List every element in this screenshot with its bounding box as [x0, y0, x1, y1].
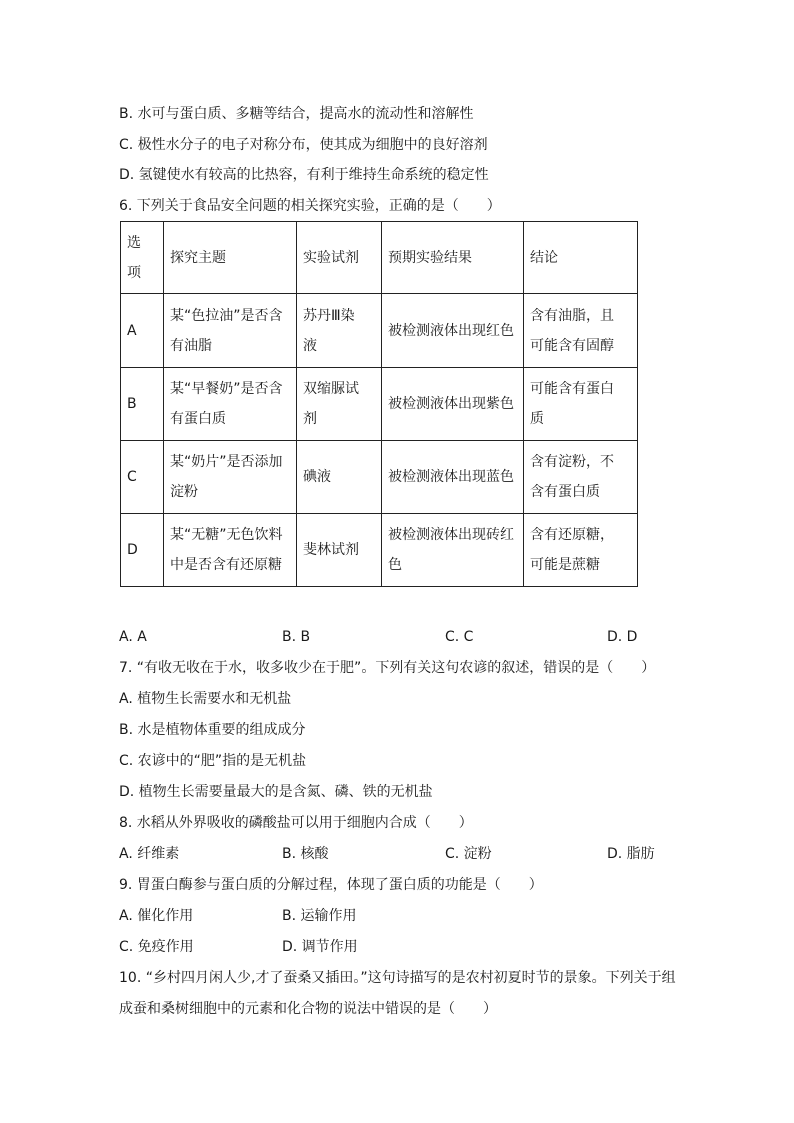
q5-option-b: B. 水可与蛋白质、多糖等结合，提高水的流动性和溶解性 [119, 106, 474, 122]
table-cell: 含有还原糖， 可能是蔗糖 [524, 514, 638, 587]
q8-option-b: B. 核酸 [282, 846, 329, 862]
table-row [121, 368, 638, 441]
table-cell: 碘液 [297, 441, 382, 514]
table-cell: 某“无糖”无色饮料 中是否含有还原糖 [164, 514, 297, 587]
table-cell: 苏丹Ⅲ染 液 [297, 294, 382, 368]
table-cell: 含有淀粉，不 含有蛋白质 [524, 441, 638, 514]
q10-stem-line2: 成蚕和桑树细胞中的元素和化合物的说法中错误的是（ ） [119, 1001, 497, 1017]
table-cell: 含有油脂，且 可能含有固醇 [524, 294, 638, 368]
table-header-row [121, 222, 638, 294]
table-header-cell: 预期实验结果 [382, 222, 524, 294]
table-cell: 某“奶片”是否添加 淀粉 [164, 441, 297, 514]
q6-option-c: C. C [445, 629, 474, 645]
table-cell: 被检测液体出现砖红 色 [382, 514, 524, 587]
q7-option-c: C. 农谚中的“肥”指的是无机盐 [119, 753, 307, 769]
q6-option-a: A. A [119, 629, 147, 645]
table-cell: 斐林试剂 [297, 514, 382, 587]
table-cell: 被检测液体出现红色 [382, 294, 524, 368]
table-cell: 被检测液体出现蓝色 [382, 441, 524, 514]
q10-stem-line1: 10. “乡村四月闲人少,才了蚕桑又插田。”这句诗描写的是农村初夏时节的景象。下列关于组 [119, 970, 676, 986]
table-header-cell: 结论 [524, 222, 638, 294]
q6-option-b: B. B [282, 629, 311, 645]
q8-stem: 8. 水稻从外界吸收的磷酸盐可以用于细胞内合成（ ） [119, 815, 473, 831]
q5-option-d: D. 氢键使水有较高的比热容，有利于维持生命系统的稳定性 [119, 167, 489, 183]
q9-option-c: C. 免疫作用 [119, 939, 194, 955]
q5-option-c: C. 极性水分子的电子对称分布，使其成为细胞中的良好溶剂 [119, 137, 488, 153]
q9-stem: 9. 胃蛋白酶参与蛋白质的分解过程，体现了蛋白质的功能是（ ） [119, 877, 543, 893]
table-row [121, 441, 638, 514]
table-header-cell: 选 项 [121, 222, 164, 294]
q7-option-d: D. 植物生长需要量最大的是含氮、磷、铁的无机盐 [119, 784, 433, 800]
table-cell: 双缩脲试 剂 [297, 368, 382, 441]
table-cell: 某“色拉油”是否含 有油脂 [164, 294, 297, 368]
table-cell: 某“早餐奶”是否含 有蛋白质 [164, 368, 297, 441]
q6-option-d: D. D [607, 629, 638, 645]
table-cell: C [121, 441, 164, 514]
q8-option-c: C. 淀粉 [445, 846, 492, 862]
q7-option-a: A. 植物生长需要水和无机盐 [119, 691, 292, 707]
table-cell: B [121, 368, 164, 441]
table-cell: 被检测液体出现紫色 [382, 368, 524, 441]
table-row [121, 514, 638, 587]
q6-stem: 6. 下列关于食品安全问题的相关探究实验，正确的是（ ） [119, 198, 501, 214]
q8-option-a: A. 纤维素 [119, 846, 180, 862]
q9-option-b: B. 运输作用 [282, 908, 357, 924]
q7-option-b: B. 水是植物体重要的组成成分 [119, 722, 306, 738]
table-cell: 可能含有蛋白 质 [524, 368, 638, 441]
table-row [121, 294, 638, 368]
q8-option-d: D. 脂肪 [607, 846, 655, 862]
table-cell: A [121, 294, 164, 368]
q7-stem: 7. “有收无收在于水，收多收少在于肥”。下列有关这句农谚的叙述，错误的是（ ） [119, 660, 656, 676]
table-header-cell: 探究主题 [164, 222, 297, 294]
q9-option-d: D. 调节作用 [282, 939, 358, 955]
table-cell: D [121, 514, 164, 587]
table-header-cell: 实验试剂 [297, 222, 382, 294]
q6-table [120, 221, 638, 587]
q9-option-a: A. 催化作用 [119, 908, 194, 924]
